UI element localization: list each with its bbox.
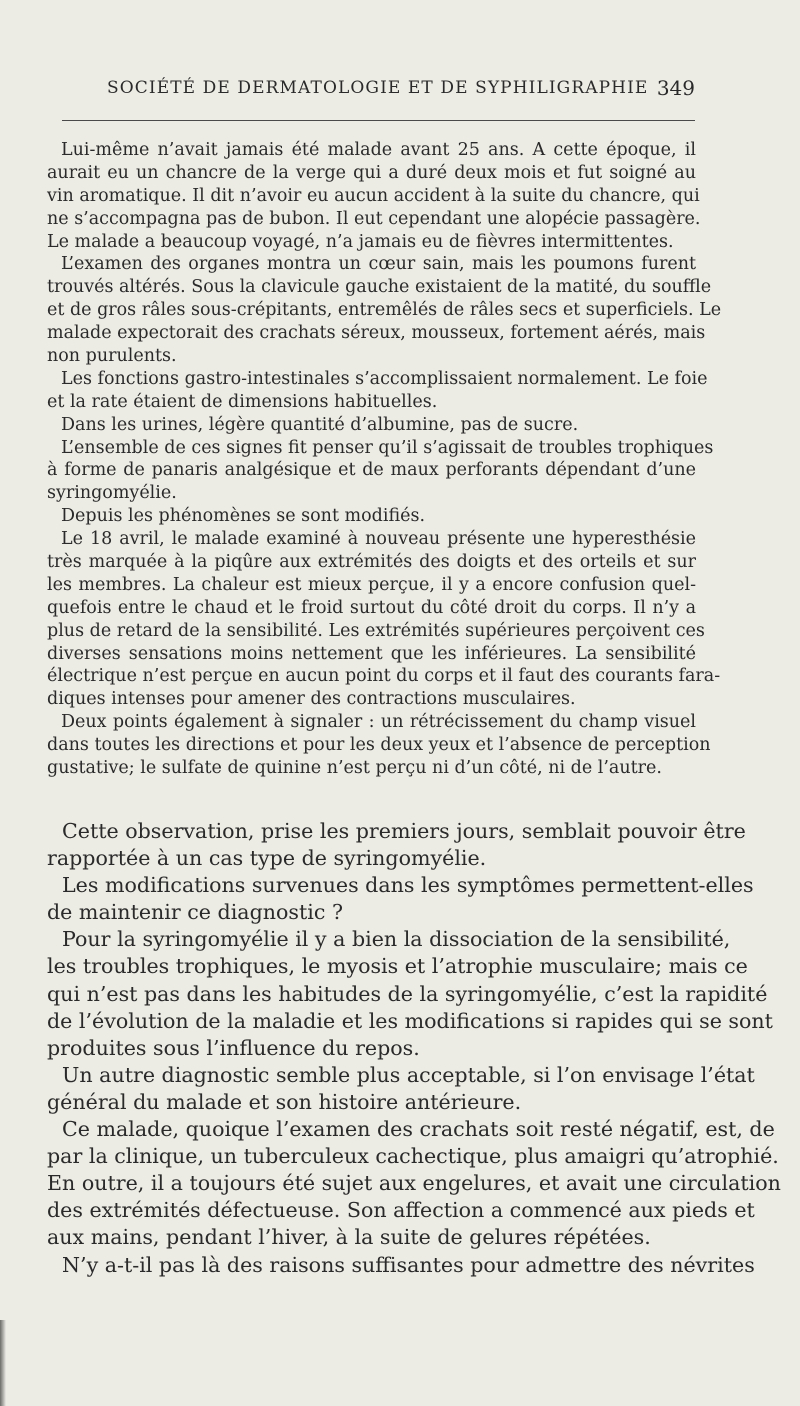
text-line: L’examen des organes montra un cœur sain, mais les poumons furent bbox=[61, 254, 696, 275]
text-line: des extrémités défectueuse. Son affection a commencé aux pieds et bbox=[47, 1198, 755, 1223]
text-line: général du malade et son histoire antérieure. bbox=[47, 1089, 522, 1114]
text-line: par la clinique, un tuberculeux cachectique, plus amaigri qu’atrophié. bbox=[47, 1144, 779, 1169]
text-line: de l’évolution de la maladie et les modifications si rapides qui se sont bbox=[47, 1008, 773, 1033]
text-line: trouvés altérés. Sous la clavicule gauche existaient de la matité, du souffle bbox=[47, 277, 712, 298]
text-line: Les fonctions gastro-intestinales s’accomplissaient normalement. Le foie bbox=[61, 368, 708, 389]
text-line: En outre, il a toujours été sujet aux engelures, et avait une circulation bbox=[47, 1171, 781, 1196]
text-line: vin aromatique. Il dit n’avoir eu aucun accident à la suite du chancre, qui bbox=[47, 185, 700, 206]
header-rule bbox=[62, 120, 695, 121]
page-number: 349 bbox=[656, 76, 695, 100]
text-line: les membres. La chaleur est mieux perçue, il y a encore confusion quel- bbox=[47, 574, 696, 595]
text-line: qui n’est pas dans les habitudes de la syringomyélie, c’est la rapidité bbox=[47, 981, 768, 1006]
text-line: gustative; le sulfate de quinine n’est perçu ni d’un côté, ni de l’autre. bbox=[47, 758, 662, 779]
text-line: Depuis les phénomènes se sont modifiés. bbox=[61, 506, 426, 527]
text-line: très marquée à la piqûre aux extrémités des doigts et des orteils et sur bbox=[47, 552, 696, 573]
text-line: quefois entre le chaud et le froid surtout du côté droit du corps. Il n’y a bbox=[47, 597, 696, 618]
text-line: et de gros râles sous-crépitants, entremêlés de râles secs et superficiels. Le bbox=[47, 300, 722, 321]
text-line: non purulents. bbox=[47, 346, 177, 367]
text-line: Ce malade, quoique l’examen des crachats soit resté négatif, est, de bbox=[62, 1117, 775, 1142]
text-line: Les modifications survenues dans les symptômes permettent-elles bbox=[62, 873, 754, 898]
text-line: Le 18 avril, le malade examiné à nouveau présente une hyperesthésie bbox=[61, 529, 696, 550]
text-line: malade expectorait des crachats séreux, mousseux, fortement aérés, mais bbox=[47, 323, 706, 344]
text-line: N’y a-t-il pas là des raisons suffisantes pour admettre des névrites bbox=[62, 1252, 755, 1277]
text-line: et la rate étaient de dimensions habituelles. bbox=[47, 391, 438, 412]
text-line: à forme de panaris analgésique et de maux perforants dépendant d’une bbox=[47, 460, 696, 481]
text-line: aux mains, pendant l’hiver, à la suite de gelures répétées. bbox=[47, 1225, 651, 1250]
text-line: diverses sensations moins nettement que les inférieures. La sensibilité bbox=[47, 643, 696, 664]
running-header bbox=[50, 74, 695, 106]
text-line: diques intenses pour amener des contractions musculaires. bbox=[47, 689, 576, 710]
text-line: Un autre diagnostic semble plus acceptable, si l’on envisage l’état bbox=[62, 1062, 755, 1087]
discussion-text bbox=[47, 818, 781, 1279]
text-line: de maintenir ce diagnostic ? bbox=[47, 900, 343, 925]
running-title: SOCIÉTÉ DE DERMATOLOGIE ET DE SYPHILIGRAPHIE bbox=[107, 78, 649, 98]
scan-edge-shadow bbox=[0, 1320, 6, 1406]
text-line: ne s’accompagna pas de bubon. Il eut cependant une alopécie passagère. bbox=[47, 208, 701, 229]
text-line: Le malade a beaucoup voyagé, n’a jamais eu de fièvres intermittentes. bbox=[47, 231, 674, 252]
text-line: dans toutes les directions et pour les deux yeux et l’absence de perception bbox=[47, 735, 711, 756]
text-line: syringomyélie. bbox=[47, 483, 177, 504]
text-line: les troubles trophiques, le myosis et l’atrophie musculaire; mais ce bbox=[47, 954, 748, 979]
text-line: L’ensemble de ces signes fit penser qu’il s’agissait de troubles trophiques bbox=[61, 437, 714, 458]
observation-text bbox=[47, 139, 722, 780]
text-line: rapportée à un cas type de syringomyélie. bbox=[47, 846, 487, 871]
text-line: Pour la syringomyélie il y a bien la dissociation de la sensibilité, bbox=[62, 927, 731, 952]
text-line: électrique n’est perçue en aucun point du corps et il faut des courants fara- bbox=[47, 666, 721, 687]
text-line: Cette observation, prise les premiers jours, semblait pouvoir être bbox=[62, 819, 746, 843]
text-line: Lui-même n’avait jamais été malade avant 25 ans. A cette époque, il bbox=[61, 140, 696, 160]
text-line: Deux points également à signaler : un rétrécissement du champ visuel bbox=[61, 712, 696, 733]
text-line: produites sous l’influence du repos. bbox=[47, 1035, 420, 1060]
text-line: aurait eu un chancre de la verge qui a duré deux mois et fut soigné au bbox=[47, 162, 696, 183]
text-line: Dans les urines, légère quantité d’albumine, pas de sucre. bbox=[61, 414, 579, 435]
text-line: plus de retard de la sensibilité. Les extrémités supérieures perçoivent ces bbox=[47, 620, 705, 641]
